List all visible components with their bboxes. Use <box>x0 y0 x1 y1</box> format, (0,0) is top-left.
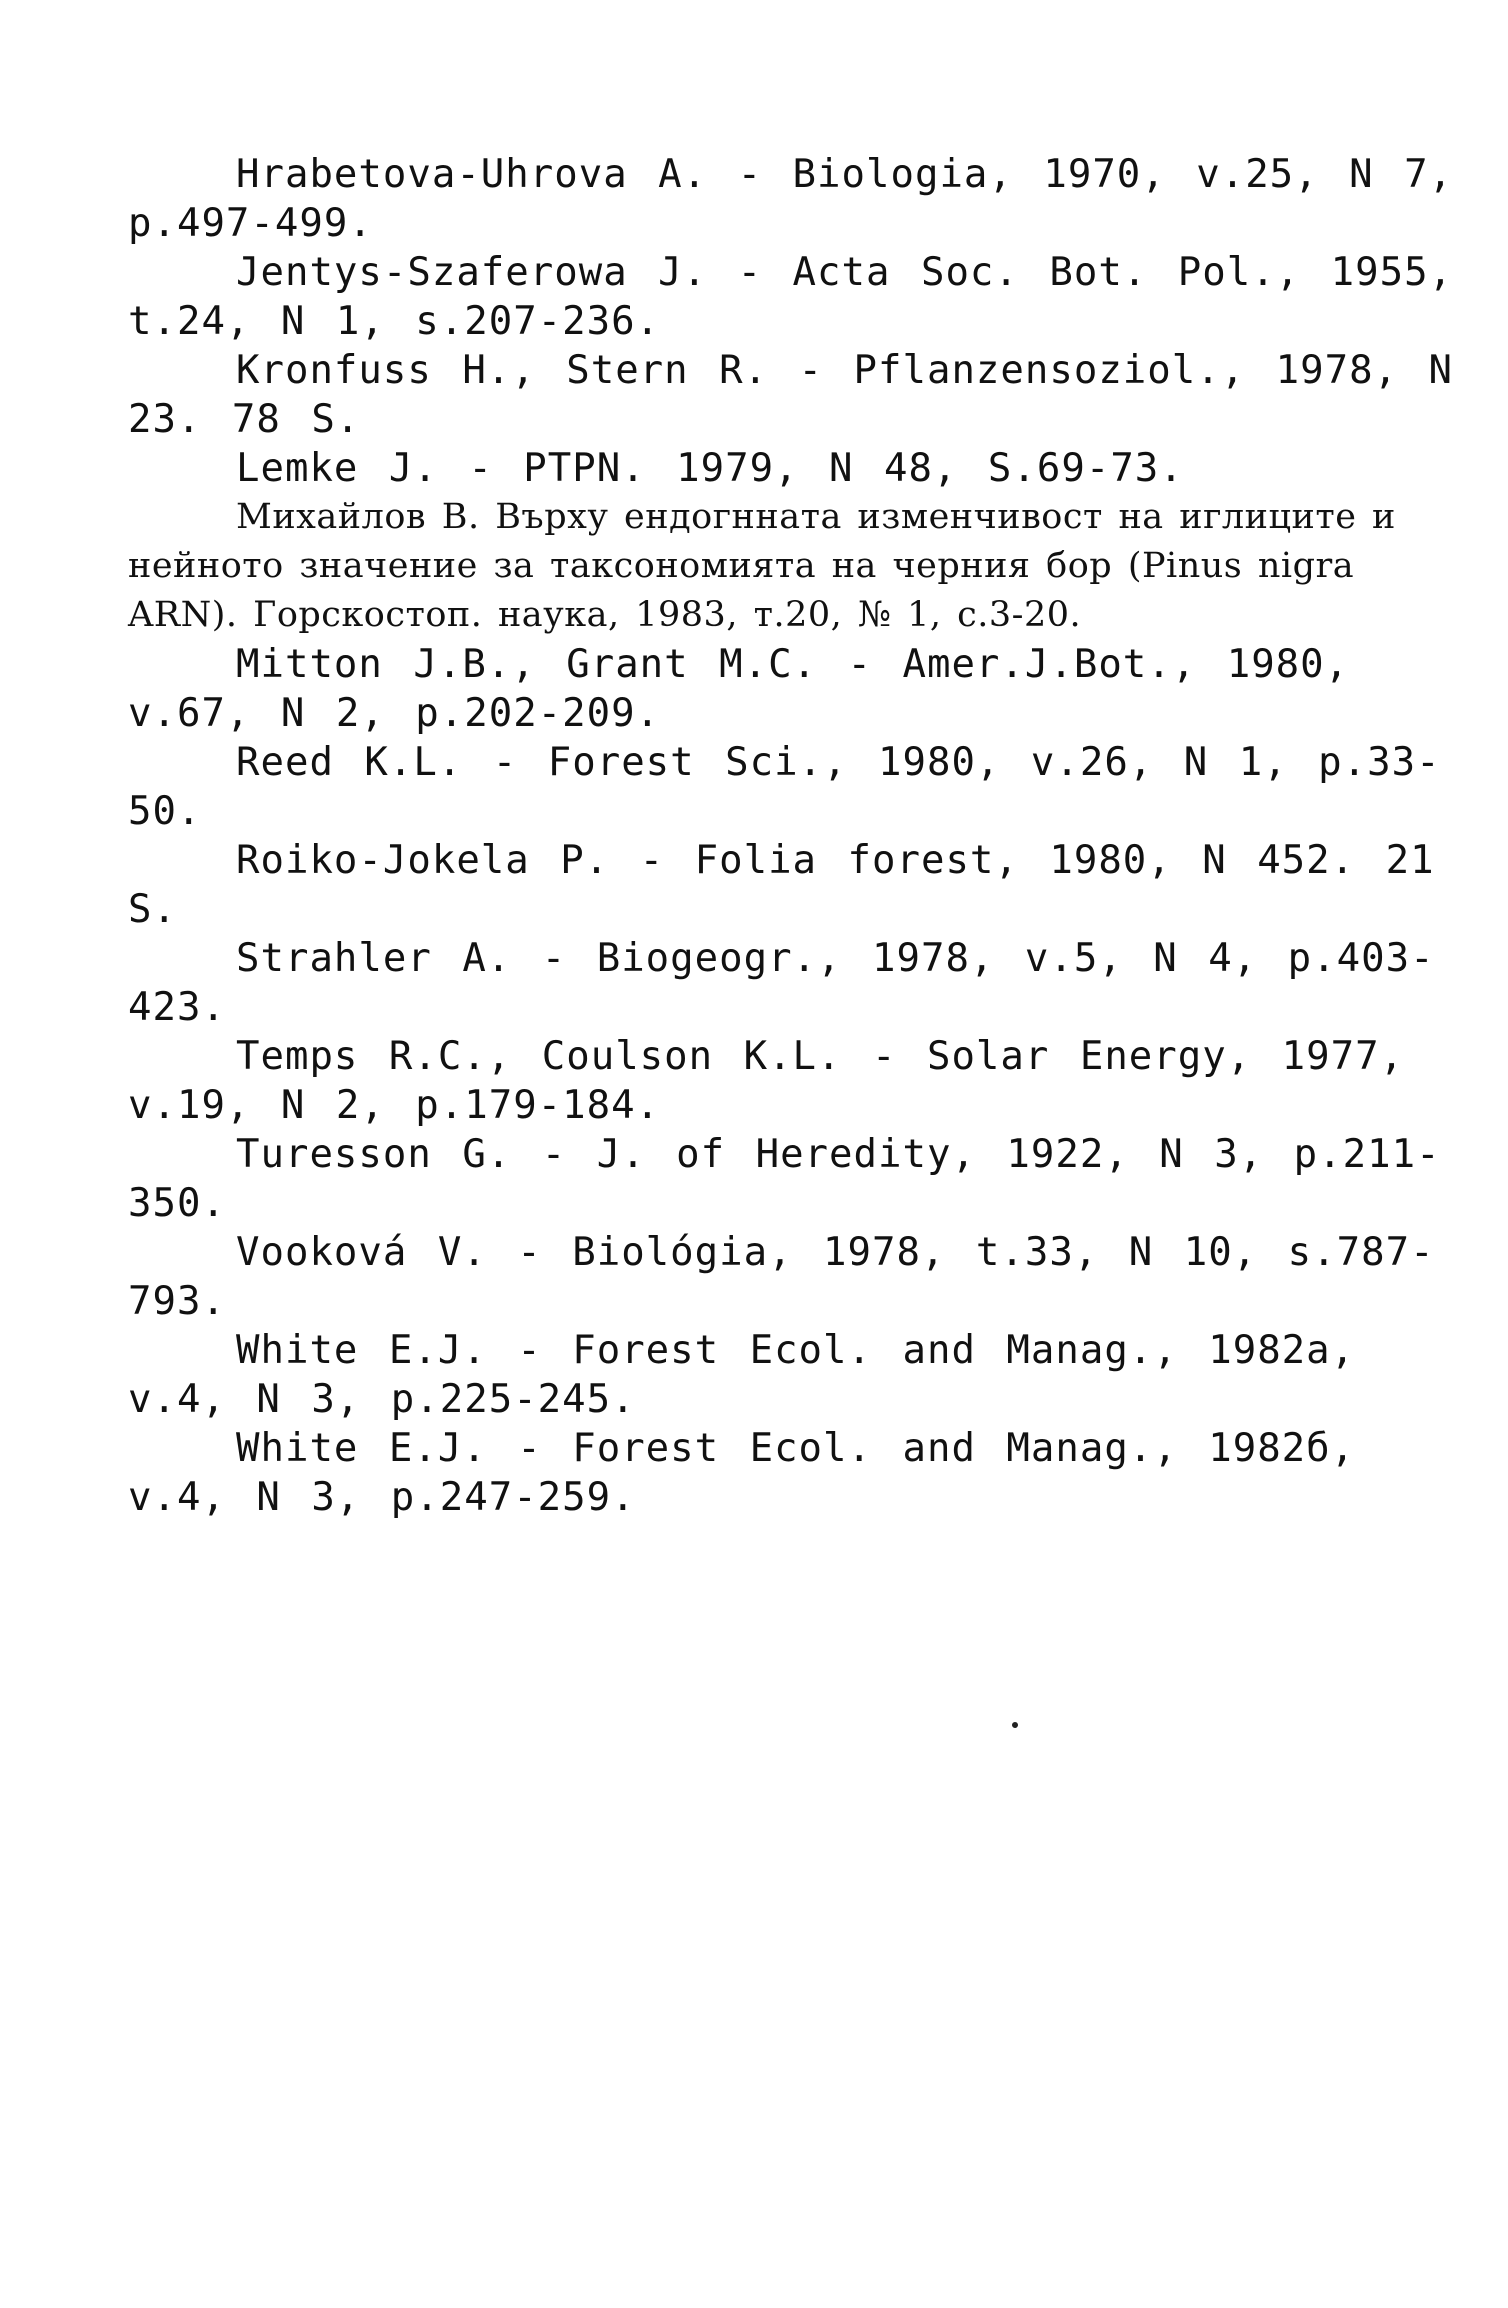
reference-item: Temps R.C., Coulson K.L. - Solar Energy, 1977, v.19, N 2, p.179-184. <box>128 1034 1405 1128</box>
reference-item: Turesson G. - J. of Heredity, 1922, N 3, p.211-350. <box>128 1132 1441 1226</box>
reference-item: White E.J. - Forest Ecol. and Manag., 1982б, v.4, N 3, p.247-259. <box>128 1426 1356 1520</box>
reference-item: Jentys-Szaferowa J. - Acta Soc. Bot. Pol., 1955, t.24, N 1, s.207-236. <box>128 250 1454 344</box>
reference-item: Михайлов В. Върху ендогнната изменчивост на иглиците и нейното значение за таксономията на черния бор (Pinus nigra ARN). Горскостоп. наука, 1983, т.20, № 1, с.3-20. <box>128 497 1396 635</box>
scan-speck <box>1012 1722 1018 1728</box>
reference-item: Kronfuss H., Stern R. - Pflanzensoziol., 1978, N 23. 78 S. <box>128 348 1454 442</box>
reference-item: Reed K.L. - Forest Sci., 1980, v.26, N 1, p.33-50. <box>128 740 1441 834</box>
reference-item: Mitton J.B., Grant M.C. - Amer.J.Bot., 1980, v.67, N 2, p.202-209. <box>128 642 1350 736</box>
reference-item: White E.J. - Forest Ecol. and Manag., 1982a, v.4, N 3, p.225-245. <box>128 1328 1356 1422</box>
reference-item: Hrabetova-Uhrova A. - Biologia, 1970, v.25, N 7, p.497-499. <box>128 152 1454 246</box>
reference-item: Strahler A. - Biogeogr., 1978, v.5, N 4, p.403-423. <box>128 936 1435 1030</box>
reference-list <box>128 150 1458 1522</box>
reference-item: Lemke J. - PTPN. 1979, N 48, S.69-73. <box>236 446 1184 491</box>
reference-item: Roiko-Jokela P. - Folia forest, 1980, N 452. 21 S. <box>128 838 1435 932</box>
reference-item: Vooková V. - Biológia, 1978, t.33, N 10, s.787-793. <box>128 1230 1435 1324</box>
